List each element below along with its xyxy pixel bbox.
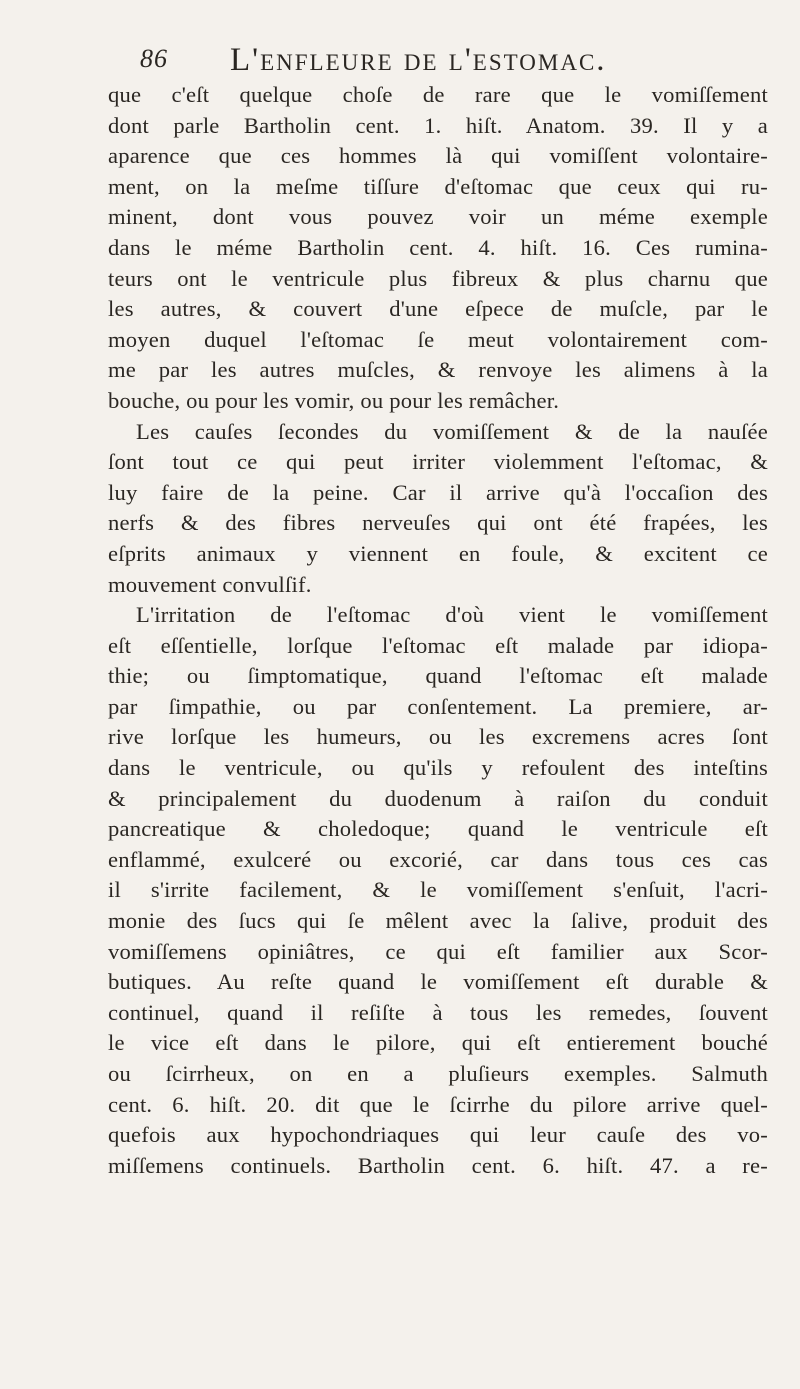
body-text bbox=[108, 80, 768, 1181]
text-line: enflammé, exulceré ou excorié, car dans tous ces cas bbox=[108, 846, 768, 872]
text-line: les autres, & couvert d'une eſpece de muſcle, par le bbox=[108, 296, 768, 322]
running-head: L'enfleure de l'estomac. bbox=[230, 42, 607, 78]
text-line: monie des ſucs qui ſe mêlent avec la ſalive, produit des bbox=[108, 908, 768, 934]
text-line: dans le méme Bartholin cent. 4. hiſt. 16. Ces rumina- bbox=[108, 234, 768, 260]
text-line: butiques. Au reſte quand le vomiſſement eſt durable & bbox=[108, 969, 768, 995]
page-header bbox=[140, 42, 710, 84]
page-number: 86 bbox=[140, 44, 168, 73]
text-line: & principalement du duodenum à raiſon du conduit bbox=[108, 785, 768, 811]
text-line: le vice eſt dans le pilore, qui eſt entierement bouché bbox=[108, 1030, 768, 1056]
text-line: bouche, ou pour les vomir, ou pour les remâcher. bbox=[108, 387, 560, 413]
text-line: ou ſcirrheux, on en a pluſieurs exemples. Salmuth bbox=[108, 1061, 768, 1086]
text-line: ſont tout ce qui peut irriter violemment l'eſtomac, & bbox=[108, 449, 768, 475]
text-line: teurs ont le ventricule plus fibreux & plus charnu que bbox=[108, 265, 768, 291]
text-line: L'irritation de l'eſtomac d'où vient le vomiſſement bbox=[136, 602, 768, 628]
text-line: pancreatique & choledoque; quand le ventricule eſt bbox=[108, 816, 768, 842]
text-line: Les cauſes ſecondes du vomiſſement & de la nauſée bbox=[136, 418, 768, 444]
text-line: miſſemens continuels. Bartholin cent. 6. hiſt. 47. a re- bbox=[108, 1152, 768, 1178]
text-line: nerfs & des fibres nerveuſes qui ont été frapées, les bbox=[108, 510, 768, 536]
text-line: luy faire de la peine. Car il arrive qu'à l'occaſion des bbox=[108, 479, 768, 505]
text-line: moyen duquel l'eſtomac ſe meut volontairement com- bbox=[108, 326, 768, 352]
text-line: eſt eſſentielle, lorſque l'eſtomac eſt malade par idiopa- bbox=[108, 632, 768, 658]
text-line: minent, dont vous pouvez voir un méme exemple bbox=[108, 204, 768, 230]
text-line: ment, on la meſme tiſſure d'eſtomac que ceux qui ru- bbox=[108, 173, 768, 199]
text-line: par ſimpathie, ou par conſentement. La premiere, ar- bbox=[108, 693, 768, 719]
text-line: continuel, quand il reſiſte à tous les remedes, ſouvent bbox=[108, 999, 768, 1025]
text-line: il s'irrite facilement, & le vomiſſement s'enſuit, l'acri- bbox=[108, 877, 768, 903]
text-line: mouvement convulſif. bbox=[108, 571, 312, 597]
text-line: quefois aux hypochondriaques qui leur cauſe des vo- bbox=[108, 1122, 768, 1148]
text-line: vomiſſemens opiniâtres, ce qui eſt familier aux Scor- bbox=[108, 938, 768, 964]
text-line: dont parle Bartholin cent. 1. hiſt. Anatom. 39. Il y a bbox=[108, 112, 768, 138]
text-line: me par les autres muſcles, & renvoye les alimens à la bbox=[108, 357, 768, 383]
text-line: aparence que ces hommes là qui vomiſſent volontaire- bbox=[108, 143, 768, 169]
text-line: cent. 6. hiſt. 20. dit que le ſcirrhe du pilore arrive quel- bbox=[108, 1091, 768, 1117]
text-line: thie; ou ſimptomatique, quand l'eſtomac eſt malade bbox=[108, 663, 768, 689]
text-line: dans le ventricule, ou qu'ils y refoulent des inteſtins bbox=[108, 755, 768, 781]
text-line: rive lorſque les humeurs, ou les excremens acres ſont bbox=[108, 724, 768, 750]
text-line: que c'eſt quelque choſe de rare que le vomiſſement bbox=[108, 82, 768, 107]
text-line: eſprits animaux y viennent en foule, & excitent ce bbox=[108, 540, 768, 566]
